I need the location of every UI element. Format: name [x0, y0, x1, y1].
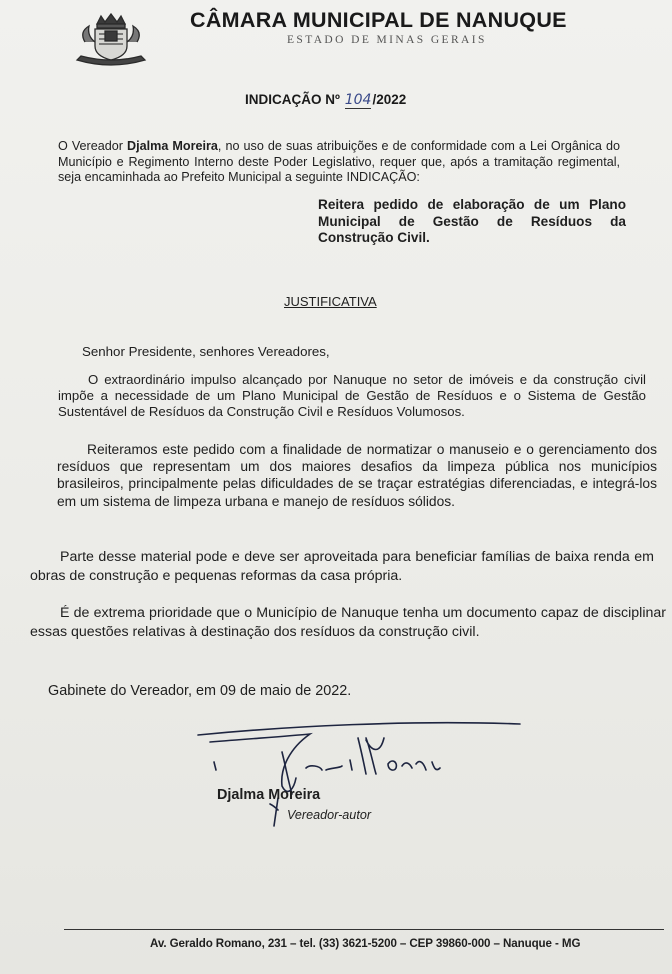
footer-divider	[64, 929, 664, 930]
intro-prefix: O Vereador	[58, 139, 128, 153]
indicacao-number: 104	[344, 92, 372, 108]
salutation: Senhor Presidente, senhores Vereadores,	[82, 344, 330, 359]
justificativa-heading: JUSTIFICATIVA	[284, 294, 377, 309]
signatory-role: Vereador-autor	[287, 808, 372, 822]
justificativa-paragraph-2	[57, 441, 657, 510]
coat-of-arms-logo	[75, 12, 147, 70]
indicacao-year: /2022	[372, 92, 407, 107]
institution-subtitle: ESTADO DE MINAS GERAIS	[287, 34, 487, 46]
justificativa-paragraph-3	[30, 548, 654, 585]
paragraph-text: O extraordinário impulso alcançado por Nanuque no setor de imóveis e da construção civil impõe a necessidade de um Plano Municipal de Gestão de Resíduos e o Sistema de Gestão Sustentável de Resíduos da Construção Civil e Resíduos Volumosos.	[58, 372, 646, 419]
indicacao-heading	[245, 92, 406, 109]
signatory-name: Djalma Moreira	[217, 787, 321, 803]
closing-date: Gabinete do Vereador, em 09 de maio de 2022.	[48, 683, 352, 699]
institution-title: CÂMARA MUNICIPAL DE NANUQUE	[190, 8, 567, 32]
intro-paragraph	[58, 139, 620, 186]
indicacao-prefix: INDICAÇÃO Nº	[245, 92, 340, 107]
intro-text: , no uso de suas atribuições e de conformidade com a Lei Orgânica do Município e Regimento Interno deste Poder Legislativo, requer que, após a tramitação regimental, seja encaminhada ao Prefeito Municipal a seguinte INDICAÇÃO:	[58, 139, 620, 184]
footer-address: Av. Geraldo Romano, 231 – tel. (33) 3621-5200 – CEP 39860-000 – Nanuque - MG	[150, 937, 581, 950]
paragraph-text: Parte desse material pode e deve ser aproveitada para beneficiar famílias de baixa renda em obras de construção e pequenas reformas da casa própria.	[30, 549, 654, 584]
paragraph-text: É de extrema prioridade que o Município de Nanuque tenha um documento capaz de disciplinar essas questões relativas à destinação dos resíduos da construção civil.	[30, 605, 666, 640]
justificativa-paragraph-4	[30, 604, 666, 641]
request-summary: Reitera pedido de elaboração de um Plano Municipal de Gestão de Resíduos da Construção Civil.	[318, 197, 626, 245]
justificativa-paragraph-1	[58, 372, 646, 420]
vereador-name: Djalma Moreira	[127, 139, 218, 153]
paragraph-text: Reiteramos este pedido com a finalidade de normatizar o manuseio e o gerenciamento dos resíduos que representam um dos maiores desafios da limpeza pública nos municípios brasileiros, principalmente pelas dificuldades de se traçar estratégias diferenciadas, e integrá-los em um sistema de limpeza urbana e manejo de resíduos sólidos.	[57, 442, 657, 509]
